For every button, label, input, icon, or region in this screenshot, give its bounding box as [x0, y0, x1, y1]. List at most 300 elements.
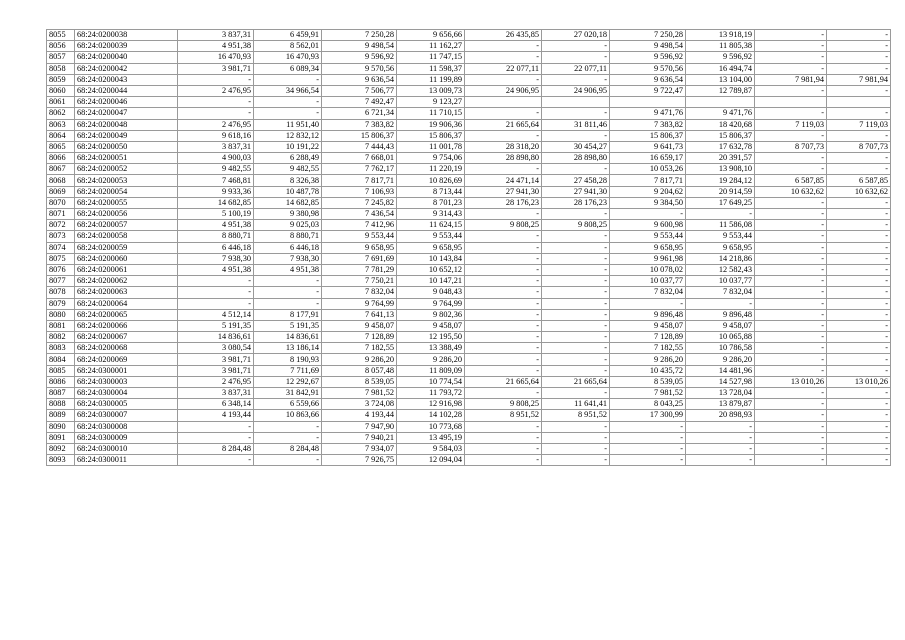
- value-cell: -: [827, 209, 891, 220]
- value-cell: 8 284,48: [178, 443, 254, 454]
- value-cell: 3 837,31: [178, 141, 254, 152]
- value-cell: 9 896,48: [610, 309, 686, 320]
- value-cell: -: [254, 74, 322, 85]
- value-cell: -: [542, 41, 610, 52]
- value-cell: 14 836,61: [254, 332, 322, 343]
- value-cell: 7 981,94: [755, 74, 827, 85]
- value-cell: 13 918,19: [686, 30, 755, 41]
- value-cell: 7 119,03: [827, 119, 891, 130]
- value-cell: 14 682,85: [178, 197, 254, 208]
- value-cell: -: [465, 41, 542, 52]
- value-cell: 27 458,28: [542, 175, 610, 186]
- value-cell: 7 468,81: [178, 175, 254, 186]
- value-cell: -: [755, 85, 827, 96]
- value-cell: -: [827, 41, 891, 52]
- value-cell: 28 176,23: [465, 197, 542, 208]
- row-number-cell: 8088: [47, 399, 75, 410]
- row-number-cell: 8085: [47, 365, 75, 376]
- row-number-cell: 8083: [47, 343, 75, 354]
- table-row: [47, 63, 891, 74]
- value-cell: -: [610, 209, 686, 220]
- value-cell: 11 793,72: [397, 388, 465, 399]
- value-cell: -: [610, 455, 686, 466]
- value-cell: 9 808,25: [465, 399, 542, 410]
- value-cell: -: [827, 164, 891, 175]
- value-cell: 8 190,93: [254, 354, 322, 365]
- value-cell: 8 284,48: [254, 443, 322, 454]
- value-cell: 20 914,59: [686, 186, 755, 197]
- table-row: [47, 399, 891, 410]
- value-cell: -: [686, 298, 755, 309]
- value-cell: 8 880,71: [178, 231, 254, 242]
- value-cell: 6 559,66: [254, 399, 322, 410]
- value-cell: 6 348,14: [178, 399, 254, 410]
- value-cell: 9 584,03: [397, 443, 465, 454]
- value-cell: 4 512,14: [178, 309, 254, 320]
- value-cell: 9 596,92: [322, 52, 397, 63]
- value-cell: 13 010,26: [755, 376, 827, 387]
- value-cell: 8 177,91: [254, 309, 322, 320]
- cadastral-number-cell: 68:24:0200056: [75, 209, 178, 220]
- value-cell: -: [686, 432, 755, 443]
- row-number-cell: 8066: [47, 153, 75, 164]
- value-cell: 27 941,30: [465, 186, 542, 197]
- cadastral-number-cell: 68:24:0200064: [75, 298, 178, 309]
- value-cell: 16 494,74: [686, 63, 755, 74]
- cadastral-number-cell: 68:24:0200044: [75, 85, 178, 96]
- row-number-cell: 8069: [47, 186, 75, 197]
- value-cell: 9 286,20: [686, 354, 755, 365]
- value-cell: -: [827, 63, 891, 74]
- value-cell: 11 624,15: [397, 220, 465, 231]
- row-number-cell: 8093: [47, 455, 75, 466]
- value-cell: -: [178, 432, 254, 443]
- value-cell: 7 492,47: [322, 97, 397, 108]
- cadastral-number-cell: 68:24:0200062: [75, 276, 178, 287]
- value-cell: -: [542, 253, 610, 264]
- row-number-cell: 8076: [47, 264, 75, 275]
- row-number-cell: 8055: [47, 30, 75, 41]
- value-cell: -: [254, 108, 322, 119]
- value-cell: 4 193,44: [178, 410, 254, 421]
- value-cell: -: [755, 153, 827, 164]
- value-cell: 9 636,54: [322, 74, 397, 85]
- value-cell: -: [827, 388, 891, 399]
- value-cell: 19 284,12: [686, 175, 755, 186]
- value-cell: 6 587,85: [755, 175, 827, 186]
- table-row: [47, 298, 891, 309]
- value-cell: 9 025,03: [254, 220, 322, 231]
- table-row: [47, 231, 891, 242]
- value-cell: -: [254, 298, 322, 309]
- value-cell: 3 981,71: [178, 354, 254, 365]
- value-cell: 5 191,35: [254, 320, 322, 331]
- value-cell: -: [755, 209, 827, 220]
- cadastral-number-cell: 68:24:0200063: [75, 287, 178, 298]
- value-cell: -: [465, 343, 542, 354]
- value-cell: -: [542, 443, 610, 454]
- value-cell: 24 906,95: [542, 85, 610, 96]
- value-cell: -: [542, 231, 610, 242]
- value-cell: -: [755, 164, 827, 175]
- value-cell: 24 471,14: [465, 175, 542, 186]
- value-cell: -: [755, 253, 827, 264]
- value-cell: -: [542, 298, 610, 309]
- value-cell: 9 600,98: [610, 220, 686, 231]
- value-cell: -: [542, 276, 610, 287]
- value-cell: -: [755, 231, 827, 242]
- value-cell: -: [827, 242, 891, 253]
- cadastral-number-cell: 68:24:0300001: [75, 365, 178, 376]
- table-row: [47, 97, 891, 108]
- value-cell: 9 286,20: [610, 354, 686, 365]
- row-number-cell: 8059: [47, 74, 75, 85]
- value-cell: 15 806,37: [610, 130, 686, 141]
- value-cell: 4 951,38: [254, 264, 322, 275]
- value-cell: 9 286,20: [322, 354, 397, 365]
- value-cell: -: [465, 388, 542, 399]
- value-cell: -: [465, 253, 542, 264]
- value-cell: -: [542, 309, 610, 320]
- value-cell: -: [827, 343, 891, 354]
- value-cell: 7 938,30: [178, 253, 254, 264]
- value-cell: 7 641,13: [322, 309, 397, 320]
- value-cell: 9 471,76: [610, 108, 686, 119]
- value-cell: 6 446,18: [178, 242, 254, 253]
- value-cell: -: [465, 455, 542, 466]
- table-row: [47, 242, 891, 253]
- value-cell: -: [755, 432, 827, 443]
- value-cell: 9 471,76: [686, 108, 755, 119]
- value-cell: 13 010,26: [827, 376, 891, 387]
- value-cell: -: [465, 421, 542, 432]
- value-cell: 9 458,07: [610, 320, 686, 331]
- value-cell: -: [610, 298, 686, 309]
- value-cell: -: [465, 298, 542, 309]
- value-cell: 19 906,36: [397, 119, 465, 130]
- value-cell: 6 288,49: [254, 153, 322, 164]
- value-cell: -: [755, 63, 827, 74]
- value-cell: -: [465, 276, 542, 287]
- value-cell: 11 710,15: [397, 108, 465, 119]
- cadastral-number-cell: 68:24:0200040: [75, 52, 178, 63]
- value-cell: 8 326,38: [254, 175, 322, 186]
- cadastral-number-cell: 68:24:0300004: [75, 388, 178, 399]
- value-cell: 10 632,62: [755, 186, 827, 197]
- table-row: [47, 264, 891, 275]
- table-row: [47, 175, 891, 186]
- table-row: [47, 421, 891, 432]
- value-cell: 9 933,36: [178, 186, 254, 197]
- row-number-cell: 8080: [47, 309, 75, 320]
- value-cell: 7 119,03: [755, 119, 827, 130]
- cadastral-number-cell: 68:24:0300010: [75, 443, 178, 454]
- value-cell: 9 123,27: [397, 97, 465, 108]
- value-cell: -: [755, 52, 827, 63]
- value-cell: 9 808,25: [542, 220, 610, 231]
- value-cell: -: [542, 455, 610, 466]
- value-cell: -: [755, 443, 827, 454]
- value-cell: 9 636,54: [610, 74, 686, 85]
- value-cell: 4 900,03: [178, 153, 254, 164]
- value-cell: -: [178, 97, 254, 108]
- value-cell: -: [827, 264, 891, 275]
- value-cell: -: [542, 343, 610, 354]
- table-row: [47, 186, 891, 197]
- value-cell: 9 482,55: [254, 164, 322, 175]
- value-cell: -: [542, 209, 610, 220]
- value-cell: 10 826,69: [397, 175, 465, 186]
- value-cell: -: [827, 130, 891, 141]
- value-cell: 15 806,37: [686, 130, 755, 141]
- table-row: [47, 52, 891, 63]
- value-cell: -: [827, 309, 891, 320]
- value-cell: 9 553,44: [610, 231, 686, 242]
- value-cell: 11 951,40: [254, 119, 322, 130]
- cadastral-number-cell: 68:24:0300011: [75, 455, 178, 466]
- value-cell: 11 805,38: [686, 41, 755, 52]
- value-cell: 9 458,07: [322, 320, 397, 331]
- table-row: [47, 253, 891, 264]
- cadastral-number-cell: 68:24:0200066: [75, 320, 178, 331]
- value-cell: 9 802,36: [397, 309, 465, 320]
- value-cell: -: [610, 432, 686, 443]
- value-cell: 7 668,01: [322, 153, 397, 164]
- value-cell: -: [465, 130, 542, 141]
- cadastral-number-cell: 68:24:0200038: [75, 30, 178, 41]
- row-number-cell: 8081: [47, 320, 75, 331]
- row-number-cell: 8073: [47, 231, 75, 242]
- value-cell: 28 898,80: [465, 153, 542, 164]
- value-cell: 14 102,28: [397, 410, 465, 421]
- cadastral-number-cell: 68:24:0200050: [75, 141, 178, 152]
- row-number-cell: 8058: [47, 63, 75, 74]
- value-cell: 16 470,93: [178, 52, 254, 63]
- value-cell: 7 947,90: [322, 421, 397, 432]
- table-row: [47, 455, 891, 466]
- value-cell: 7 182,55: [610, 343, 686, 354]
- value-cell: 12 832,12: [254, 130, 322, 141]
- table-row: [47, 309, 891, 320]
- value-cell: 6 459,91: [254, 30, 322, 41]
- value-cell: -: [465, 264, 542, 275]
- value-cell: -: [542, 287, 610, 298]
- table-row: [47, 209, 891, 220]
- value-cell: 10 078,02: [610, 264, 686, 275]
- row-number-cell: 8087: [47, 388, 75, 399]
- value-cell: -: [542, 432, 610, 443]
- row-number-cell: 8092: [47, 443, 75, 454]
- table-row: [47, 354, 891, 365]
- value-cell: -: [755, 354, 827, 365]
- value-cell: 7 981,94: [827, 74, 891, 85]
- row-number-cell: 8074: [47, 242, 75, 253]
- value-cell: 15 806,37: [397, 130, 465, 141]
- value-cell: 12 195,50: [397, 332, 465, 343]
- value-cell: -: [178, 74, 254, 85]
- value-cell: 4 951,38: [178, 264, 254, 275]
- value-cell: 13 879,87: [686, 399, 755, 410]
- row-number-cell: 8072: [47, 220, 75, 231]
- value-cell: 11 001,78: [397, 141, 465, 152]
- value-cell: 7 506,77: [322, 85, 397, 96]
- value-cell: 12 582,43: [686, 264, 755, 275]
- value-cell: -: [755, 320, 827, 331]
- row-number-cell: 8078: [47, 287, 75, 298]
- value-cell: -: [542, 388, 610, 399]
- value-cell: 9 896,48: [686, 309, 755, 320]
- value-cell: -: [827, 276, 891, 287]
- value-cell: -: [827, 231, 891, 242]
- value-cell: 10 774,54: [397, 376, 465, 387]
- value-cell: -: [465, 309, 542, 320]
- value-cell: -: [827, 455, 891, 466]
- value-cell: 9 553,44: [397, 231, 465, 242]
- table-row: [47, 220, 891, 231]
- cadastral-number-cell: 68:24:0200061: [75, 264, 178, 275]
- value-cell: -: [465, 108, 542, 119]
- value-cell: 30 454,27: [542, 141, 610, 152]
- value-cell: 7 934,07: [322, 443, 397, 454]
- row-number-cell: 8070: [47, 197, 75, 208]
- value-cell: 10 037,77: [686, 276, 755, 287]
- value-cell: 7 762,17: [322, 164, 397, 175]
- value-cell: -: [542, 421, 610, 432]
- value-cell: 20 391,57: [686, 153, 755, 164]
- value-cell: 9 764,99: [322, 298, 397, 309]
- value-cell: 9 204,62: [610, 186, 686, 197]
- value-cell: 9 658,95: [686, 242, 755, 253]
- value-cell: -: [755, 130, 827, 141]
- value-cell: 8 713,44: [397, 186, 465, 197]
- cadastral-number-cell: 68:24:0200048: [75, 119, 178, 130]
- value-cell: -: [178, 108, 254, 119]
- value-cell: -: [755, 365, 827, 376]
- value-cell: 10 053,26: [610, 164, 686, 175]
- value-cell: 11 199,89: [397, 74, 465, 85]
- value-cell: -: [542, 74, 610, 85]
- value-cell: 12 916,98: [397, 399, 465, 410]
- value-cell: [755, 97, 827, 108]
- value-cell: -: [827, 220, 891, 231]
- value-cell: -: [542, 320, 610, 331]
- row-number-cell: 8091: [47, 432, 75, 443]
- value-cell: 7 711,69: [254, 365, 322, 376]
- value-cell: -: [465, 332, 542, 343]
- value-cell: 7 250,28: [322, 30, 397, 41]
- value-cell: 8 043,25: [610, 399, 686, 410]
- value-cell: 10 143,84: [397, 253, 465, 264]
- cadastral-number-cell: 68:24:0300007: [75, 410, 178, 421]
- cadastral-number-cell: 68:24:0300008: [75, 421, 178, 432]
- value-cell: 7 250,28: [610, 30, 686, 41]
- value-cell: [610, 97, 686, 108]
- row-number-cell: 8082: [47, 332, 75, 343]
- value-cell: -: [686, 209, 755, 220]
- value-cell: 17 649,25: [686, 197, 755, 208]
- value-cell: -: [178, 298, 254, 309]
- value-cell: 11 747,15: [397, 52, 465, 63]
- value-cell: 8 880,71: [254, 231, 322, 242]
- value-cell: 21 665,64: [542, 376, 610, 387]
- cadastral-number-cell: 68:24:0200058: [75, 231, 178, 242]
- value-cell: 9 754,06: [397, 153, 465, 164]
- value-cell: 9 384,50: [610, 197, 686, 208]
- value-cell: -: [254, 276, 322, 287]
- value-cell: -: [827, 85, 891, 96]
- value-cell: -: [686, 443, 755, 454]
- value-cell: 3 981,71: [178, 63, 254, 74]
- value-cell: -: [686, 421, 755, 432]
- value-cell: [542, 97, 610, 108]
- value-cell: 9 498,54: [610, 41, 686, 52]
- value-cell: 14 218,86: [686, 253, 755, 264]
- value-cell: -: [178, 276, 254, 287]
- value-cell: 4 193,44: [322, 410, 397, 421]
- value-cell: 11 598,37: [397, 63, 465, 74]
- value-cell: 28 318,20: [465, 141, 542, 152]
- value-cell: -: [542, 108, 610, 119]
- value-cell: -: [755, 455, 827, 466]
- value-cell: -: [827, 52, 891, 63]
- value-cell: 10 632,62: [827, 186, 891, 197]
- value-cell: 7 750,21: [322, 276, 397, 287]
- value-cell: -: [827, 332, 891, 343]
- value-cell: 16 659,17: [610, 153, 686, 164]
- value-cell: 9 458,07: [397, 320, 465, 331]
- value-cell: 22 077,11: [465, 63, 542, 74]
- value-cell: 9 482,55: [178, 164, 254, 175]
- value-cell: 7 106,93: [322, 186, 397, 197]
- value-cell: 9 641,73: [610, 141, 686, 152]
- value-cell: 7 940,21: [322, 432, 397, 443]
- value-cell: 17 632,78: [686, 141, 755, 152]
- value-cell: 14 527,98: [686, 376, 755, 387]
- value-cell: -: [542, 242, 610, 253]
- value-cell: 12 094,04: [397, 455, 465, 466]
- cadastral-number-cell: 68:24:0300009: [75, 432, 178, 443]
- cadastral-number-cell: 68:24:0200069: [75, 354, 178, 365]
- value-cell: 8 707,73: [827, 141, 891, 152]
- cadastral-number-cell: 68:24:0200057: [75, 220, 178, 231]
- table-row: [47, 130, 891, 141]
- value-cell: -: [755, 410, 827, 421]
- value-cell: 10 786,58: [686, 343, 755, 354]
- value-cell: 9 314,43: [397, 209, 465, 220]
- cadastral-number-cell: 68:24:0200042: [75, 63, 178, 74]
- value-cell: -: [465, 52, 542, 63]
- value-cell: 9 808,25: [465, 220, 542, 231]
- value-cell: -: [465, 231, 542, 242]
- value-cell: 13 104,00: [686, 74, 755, 85]
- value-cell: -: [465, 287, 542, 298]
- table-row: [47, 30, 891, 41]
- value-cell: -: [755, 41, 827, 52]
- value-cell: 10 487,78: [254, 186, 322, 197]
- value-cell: -: [465, 164, 542, 175]
- value-cell: -: [610, 443, 686, 454]
- value-cell: 7 781,29: [322, 264, 397, 275]
- value-cell: 10 435,72: [610, 365, 686, 376]
- row-number-cell: 8068: [47, 175, 75, 186]
- value-cell: -: [254, 287, 322, 298]
- value-cell: 9 570,56: [610, 63, 686, 74]
- table-row: [47, 443, 891, 454]
- value-cell: -: [465, 432, 542, 443]
- value-cell: 7 412,96: [322, 220, 397, 231]
- table-row: [47, 432, 891, 443]
- table-body: [47, 30, 891, 466]
